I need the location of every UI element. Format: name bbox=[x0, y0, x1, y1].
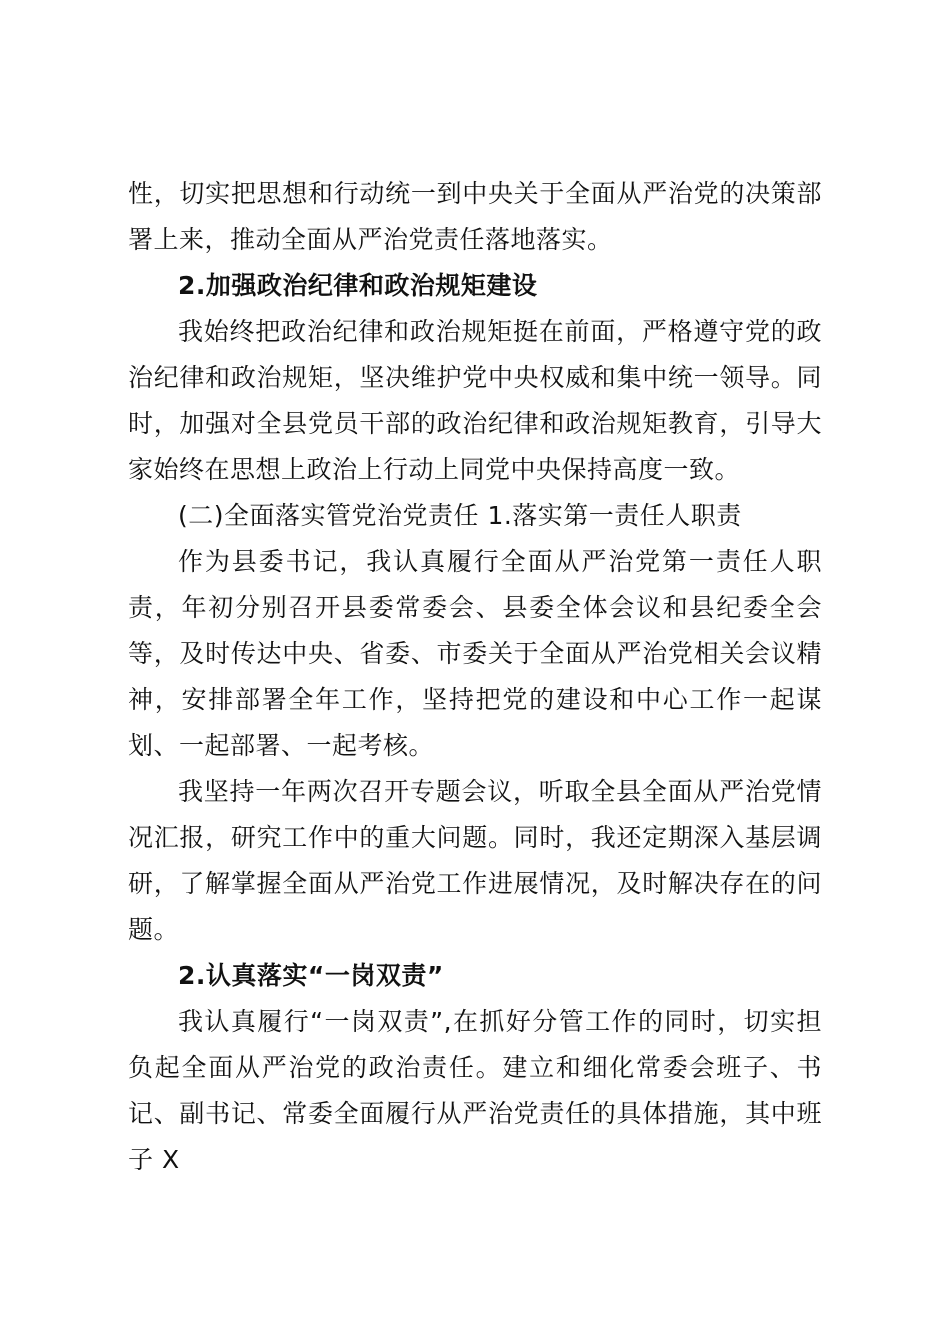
paragraph-continuation: 性，切实把思想和行动统一到中央关于全面从严治党的决策部署上来，推动全面从严治党责任落地落实。 bbox=[128, 179, 822, 254]
paragraph: 我坚持一年两次召开专题会议，听取全县全面从严治党情况汇报，研究工作中的重大问题。同时，我还定期深入基层调研，了解掌握全面从严治党工作进展情况，及时解决存在的问题。 bbox=[128, 777, 822, 944]
paragraph: 我认真履行“一岗双责”,在抓好分管工作的同时，切实担负起全面从严治党的政治责任。建立和细化常委会班子、书记、副书记、常委全面履行从严治党责任的具体措施，其中班子 X bbox=[128, 1007, 822, 1174]
paragraph: 我始终把政治纪律和政治规矩挺在前面，严格遵守党的政治纪律和政治规矩，坚决维护党中央权威和集中统一领导。同时，加强对全县党员干部的政治纪律和政治规矩教育，引导大家始终在思想上政治上行动上同党中央保持高度一致。 bbox=[128, 317, 822, 484]
paragraph-subsection-title: (二)全面落实管党治党责任 1.落实第一责任人职责 bbox=[178, 501, 742, 530]
section-heading: 2.加强政治纪律和政治规矩建设 bbox=[178, 271, 538, 300]
paragraph: 作为县委书记，我认真履行全面从严治党第一责任人职责，年初分别召开县委常委会、县委全体会议和县纪委全会等，及时传达中央、省委、市委关于全面从严治党相关会议精神，安排部署全年工作，坚持把党的建设和中心工作一起谋划、一起部署、一起考核。 bbox=[128, 547, 822, 760]
document-body bbox=[128, 171, 822, 1183]
section-heading: 2.认真落实“一岗双责” bbox=[178, 961, 444, 990]
